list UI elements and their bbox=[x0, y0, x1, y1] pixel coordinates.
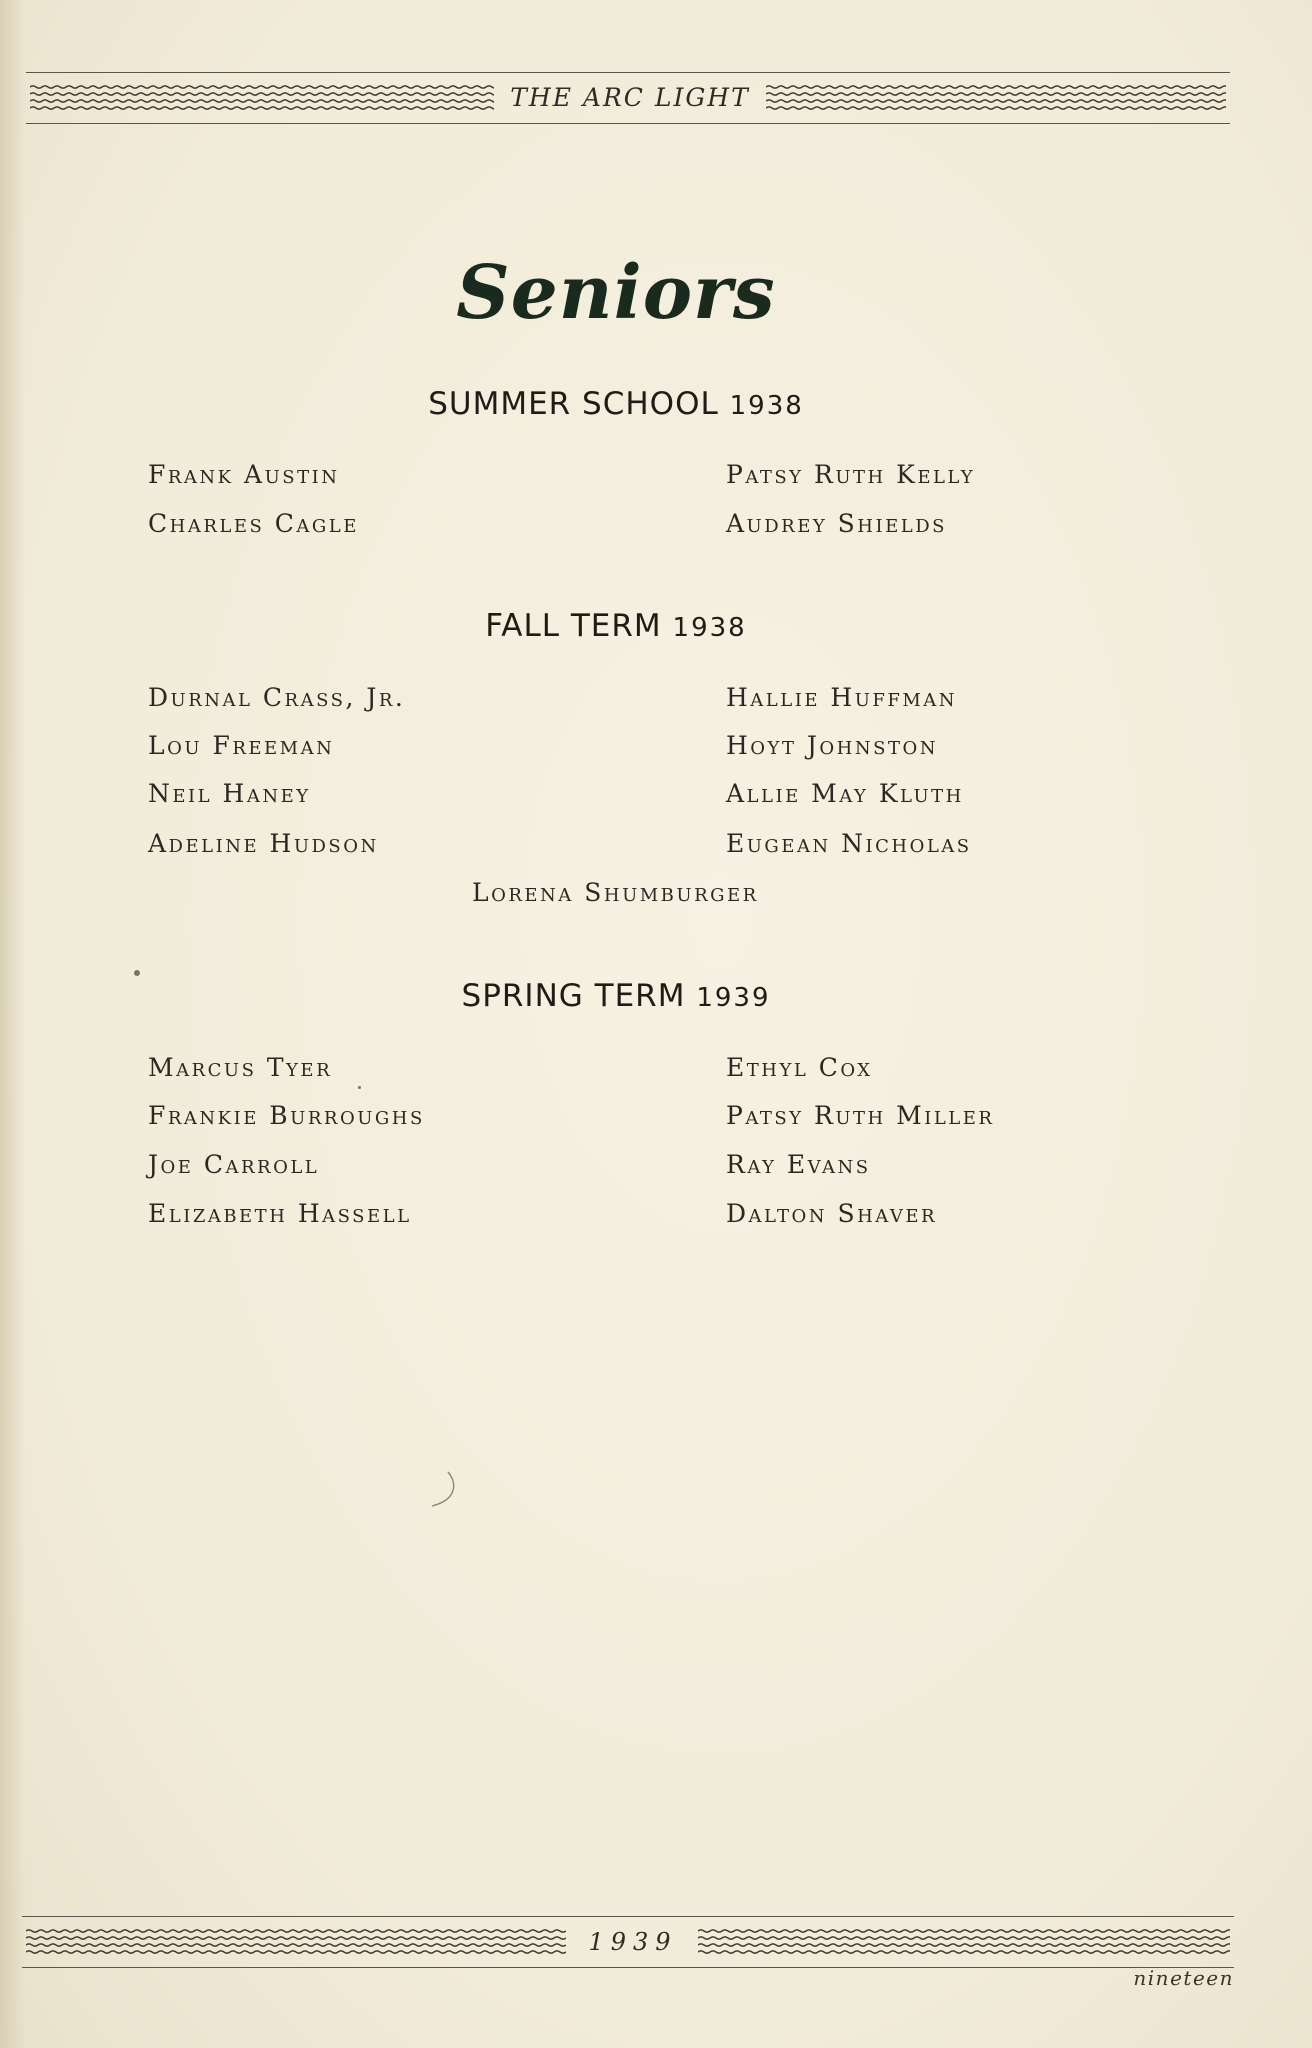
senior-name: Neil Haney bbox=[148, 779, 311, 808]
senior-name: Allie May Kluth bbox=[726, 779, 964, 808]
header-rule-bottom bbox=[26, 123, 1230, 124]
senior-name: Frankie Burroughs bbox=[148, 1101, 425, 1130]
senior-name: Adeline Hudson bbox=[148, 829, 379, 858]
section-heading-fall bbox=[0, 608, 1232, 644]
senior-name: Dalton Shaver bbox=[726, 1199, 938, 1228]
senior-name: Durnal Crass, Jr. bbox=[148, 683, 406, 712]
senior-name: Patsy Ruth Kelly bbox=[726, 460, 976, 489]
senior-name: Patsy Ruth Miller bbox=[726, 1101, 995, 1130]
senior-name: Hallie Huffman bbox=[726, 683, 958, 712]
senior-name: Frank Austin bbox=[148, 460, 340, 489]
senior-name: Joe Carroll bbox=[148, 1150, 320, 1179]
senior-name: Marcus Tyer bbox=[148, 1053, 333, 1082]
footer-rule-bottom bbox=[22, 1967, 1234, 1968]
senior-name: Ethyl Cox bbox=[726, 1053, 873, 1082]
section-heading-label: SPRING TERM bbox=[461, 978, 686, 1014]
footer-wave-ornament-left bbox=[26, 1926, 566, 1958]
section-heading-year: 1938 bbox=[729, 391, 804, 421]
running-footer bbox=[22, 1916, 1234, 1968]
senior-name: Eugean Nicholas bbox=[726, 829, 972, 858]
senior-name: Ray Evans bbox=[726, 1150, 871, 1179]
page-number-word: nineteen bbox=[1133, 1966, 1234, 1990]
section-heading-year: 1938 bbox=[672, 613, 747, 643]
footer-year: 1939 bbox=[588, 1928, 678, 1956]
section-heading-label: FALL TERM bbox=[485, 608, 662, 644]
senior-name: Audrey Shields bbox=[726, 509, 947, 538]
print-speck bbox=[358, 1086, 361, 1089]
senior-name: Charles Cagle bbox=[148, 509, 359, 538]
section-heading-label: SUMMER SCHOOL bbox=[428, 386, 719, 422]
running-title: THE ARC LIGHT bbox=[510, 83, 750, 112]
header-wave-ornament-left bbox=[30, 82, 494, 114]
senior-name: Elizabeth Hassell bbox=[148, 1199, 412, 1228]
senior-name-centered: Lorena Shumburger bbox=[472, 878, 759, 907]
section-heading-spring bbox=[0, 978, 1232, 1014]
senior-name: Hoyt Johnston bbox=[726, 731, 938, 760]
header-wave-ornament-right bbox=[766, 82, 1226, 114]
running-header bbox=[26, 72, 1230, 124]
print-speck bbox=[134, 970, 140, 976]
footer-wave-ornament-right bbox=[698, 1926, 1230, 1958]
senior-name: Lou Freeman bbox=[148, 731, 335, 760]
ink-mark bbox=[428, 1470, 462, 1510]
page-title: Seniors bbox=[456, 250, 776, 336]
section-heading-year: 1939 bbox=[696, 983, 771, 1013]
section-heading-summer bbox=[0, 386, 1232, 422]
